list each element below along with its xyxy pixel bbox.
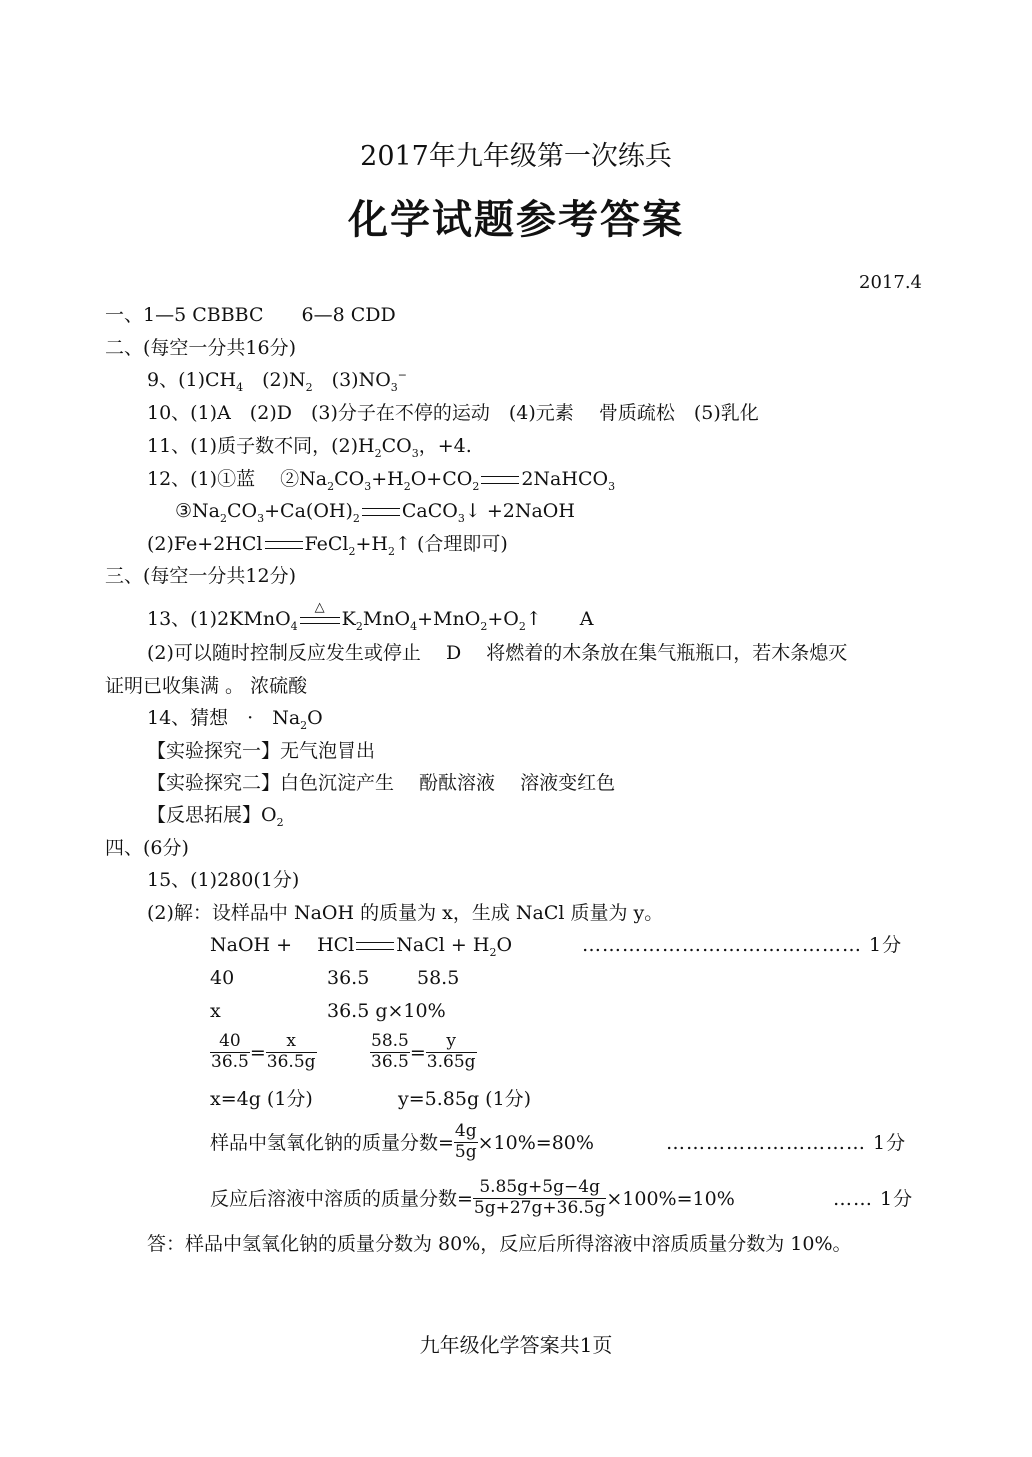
answer-line-13-2: (2)可以随时控制反应发生或停止 D 将燃着的木条放在集气瓶瓶口，若木条熄灭 — [147, 642, 848, 664]
answer-line-14-exp1: 【实验探究一】无气泡冒出 — [147, 740, 376, 762]
hcl-mass: 36.5 g×10% — [327, 1000, 446, 1022]
answer-line-9: 9、$(1)CH_4$ $(2)N_2$ $(3)NO_3^-$ — [147, 368, 407, 394]
mass-36-5: 36.5 — [327, 967, 370, 989]
answer-line-1: 一、1—5 CBBBC 6—8 CDD — [105, 304, 396, 326]
answer-line-12-3: $③Na_2CO_3+Ca(OH)_2$ CaCO$_3$↓ +2NaOH — [175, 500, 575, 525]
answer-line-14: 14、猜想 · $Na_2O$ — [147, 707, 323, 732]
answer-line-11: 11、(1)质子数不同，$(2)H_2CO_3$，+4. — [147, 435, 472, 460]
mass-40: 40 — [210, 967, 235, 989]
equals-sign-icon — [481, 476, 519, 484]
answer-line-14-reflect: 【反思拓展】$O_2$ — [147, 804, 284, 829]
heating-equals-icon: △ — [300, 615, 340, 625]
answer-line-15-1: 15、(1)280(1分) — [147, 869, 300, 891]
naoh-fraction-calc: 样品中氢氧化钠的质量分数= $\frac{4g}{5g}$ ×10%=80% — [210, 1121, 594, 1162]
equals-sign-icon — [265, 541, 303, 549]
section-2-heading: 二、(每空一分共16分) — [105, 337, 297, 359]
section-4-heading: 四、(6分) — [105, 837, 189, 859]
solute-fraction-calc: 反应后溶液中溶质的质量分数= $\frac{5.85g+5g-4g}{5g+27g+36.5g}$ ×100%=10% — [210, 1177, 735, 1218]
page-footer: 九年级化学答案共1页 — [419, 1333, 613, 1357]
score-dots-2: ………………………… 1分 — [666, 1132, 907, 1154]
proportion-y: $\frac{58.5}{36.5}$ = $\frac{y}{3.65g}$ — [371, 1031, 476, 1072]
score-dots-3: …… 1分 — [833, 1188, 914, 1210]
section-3-heading: 三、(每空一分共12分) — [105, 565, 297, 587]
document-title: 化学试题参考答案 — [348, 196, 684, 243]
answer-line-12: 12、(1)①蓝 $②Na_2CO_3+H_2O+CO_2$ 2NaHCO$_3$ — [147, 468, 616, 493]
answer-line-13: 13、(1)2KMnO$_4$ △ $K_2MnO_4+MnO_2+O_2↑$ A — [147, 600, 594, 633]
document-date: 2017.4 — [859, 272, 922, 293]
proportion-x: $\frac{40}{36.5}$ = $\frac{x}{36.5g}$ — [211, 1031, 316, 1072]
answer-line-14-exp2: 【实验探究二】白色沉淀产生 酚酞溶液 溶液变红色 — [147, 772, 616, 794]
result-y: y=5.85g (1分) — [398, 1088, 532, 1110]
mass-58-5: 58.5 — [417, 967, 460, 989]
answer-line-10: 10、(1)A (2)D (3)分子在不停的运动 (4)元素 骨质疏松 (5)乳化 — [147, 402, 759, 424]
answer-line-12-2: (2)Fe+2HCl $FeCl_2+H_2↑$ (合理即可) — [147, 533, 508, 558]
var-x: x — [210, 1000, 221, 1022]
answer-line-15-2: (2)解：设样品中 NaOH 的质量为 x，生成 NaCl 质量为 y。 — [147, 902, 664, 924]
equals-sign-icon — [362, 508, 400, 516]
exam-title: 2017年九年级第一次练兵 — [360, 141, 672, 172]
final-answer: 答：样品中氢氧化钠的质量分数为 80%，反应后所得溶液中溶质质量分数为 10%。 — [147, 1233, 852, 1255]
equals-sign-icon — [356, 942, 394, 950]
result-x: x=4g (1分) — [210, 1088, 313, 1110]
score-dots-1: …………………………………… 1分 — [582, 934, 903, 956]
reaction-equation: NaOH + HCl NaCl + $H_2O$ — [210, 934, 513, 959]
answer-line-13-2-cont: 证明已收集满 。 浓硫酸 — [105, 675, 308, 697]
